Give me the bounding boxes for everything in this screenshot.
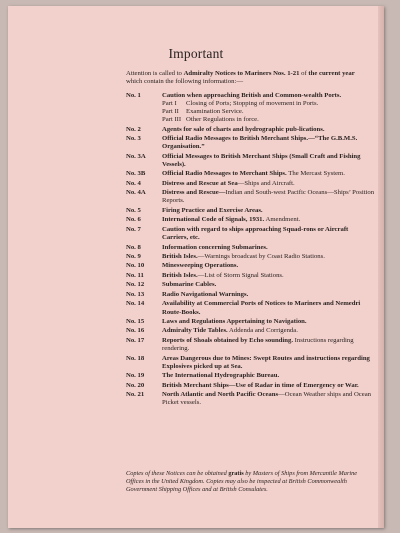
part-label: Part II [162,108,179,116]
notice-number: No. 19 [126,372,145,380]
intro-notice-numbers: Admiralty Notices to Mariners Nos. 1-21 [183,70,300,77]
notice-title: Laws and Regulations Appertaining to Navigation. [162,317,307,325]
part-text: Closing of Ports; Stopping of movement in Ports. [186,100,319,108]
notice-entry [126,126,376,134]
page-edge [378,6,384,528]
intro-paragraph [126,70,372,87]
notice-entry [126,300,376,316]
notice-description [162,244,376,252]
document-page [8,6,384,528]
notice-title: British Merchant Ships—Use of Radar in time of Emergency or War. [162,381,359,389]
notice-part [162,116,376,124]
notice-number: No. 10 [126,262,145,270]
notice-title: Minesweeping Operations. [162,262,239,270]
part-text: Other Regulations in force. [186,116,259,124]
notice-description [162,153,376,169]
notice-title: Radio Navigational Warnings. [162,290,249,298]
notice-number: No. 3A [126,152,146,160]
notice-part [162,100,376,108]
notice-description [162,170,376,178]
footer-text-pre: Copies of these Notices can be obtained [126,470,229,477]
notice-number: No. 8 [126,243,141,251]
notice-description [162,226,376,242]
notice-detail: —List of Storm Signal Stations. [197,271,284,279]
notice-title: British Isles. [162,271,198,279]
notice-entry [126,253,376,261]
notice-title: Official Radio Messages to British Merchant Ships.—“The G.B.M.S. Organisation.” [162,135,358,151]
notice-title: The International Hydrographic Bureau. [162,372,280,380]
notice-description [162,372,376,380]
notice-entry [126,170,376,178]
notice-entry [126,337,376,353]
notice-title: Caution with regard to ships approaching Squad-rons or Aircraft Carriers, etc. [162,225,349,242]
notice-description [162,327,376,335]
notice-description [162,300,376,316]
notice-title: Firing Practice and Exercise Areas. [162,206,263,214]
notice-part [162,108,376,116]
notice-entry [126,355,376,371]
notice-title: Admiralty Tide Tables. [162,327,228,335]
notice-description [162,207,376,215]
notice-description [162,355,376,371]
notice-entry [126,372,376,380]
notice-number: No. 6 [126,216,141,224]
intro-text-pre: Attention is called to [126,70,184,77]
notice-title: Agents for sale of charts and hydrographic pub-lications. [162,125,325,133]
notice-detail: —Warnings broadcast by Coast Radio Stations. [197,252,325,260]
notice-description [162,180,376,188]
part-label: Part I [162,100,177,108]
notice-entry [126,391,376,407]
notice-number: No. 3 [126,135,141,143]
notice-number: No. 12 [126,281,145,289]
notice-entry [126,207,376,215]
notice-number: No. 1 [126,92,141,99]
notice-detail: Amendment. [264,216,301,224]
notice-description [162,391,376,407]
notice-detail: Indian and South-west Pacific Oceans—Ships’ Position Reports. [162,189,375,205]
notice-number: No. 2 [126,125,141,133]
notice-entry [126,244,376,252]
notice-detail: Addenda and Corrigenda. [227,327,298,335]
footer-text-post: by Masters of Ships from Mercantile Marine Offices in the United Kingdom. Copies may also be inspected at British Commonwealth Government Shipping Offices and at British Consulates. [126,470,358,493]
notice-number: No. 4A [126,189,146,197]
notice-title: North Atlantic and North Pacific Oceans [162,391,279,399]
notice-title: Official Messages to British Merchant Ships (Small Craft and Fishing Vessels). [162,152,361,168]
notice-entry [126,189,376,205]
notice-number: No. 17 [126,336,145,344]
notice-entry [126,153,376,169]
intro-text-mid: of [299,70,309,77]
notice-entry [126,382,376,390]
notice-description [162,135,376,151]
notice-detail: The Mercast System. [286,170,345,178]
notice-description [162,189,376,205]
notice-description [162,126,376,134]
notice-entry [126,262,376,270]
notice-list [126,92,376,409]
notice-detail: —Ships and Aircraft. [237,179,295,187]
notice-description [162,92,376,124]
notice-number: No. 16 [126,327,145,335]
notice-entry [126,281,376,289]
notice-title: Official Radio Messages to Merchant Ships. [162,170,287,178]
notice-title: Submarine Cables. [162,281,217,289]
notice-number: No. 21 [126,391,145,399]
notice-detail: Instructions regarding rendering. [162,336,354,353]
notice-description [162,382,376,390]
footer-note [126,470,372,493]
notice-description [162,281,376,289]
notice-number: No. 9 [126,252,141,260]
notice-detail: —Ocean Weather ships and Ocean Picket vessels. [162,391,372,407]
notice-entry [126,135,376,151]
notice-title: Distress and Rescue at Sea [162,179,238,187]
notice-number: No. 3B [126,170,146,178]
notice-description [162,262,376,270]
notice-title: International Code of Signals, 1931. [162,216,265,224]
notice-entry [126,291,376,299]
notice-entry [126,327,376,335]
notice-number: No. 7 [126,225,141,233]
notice-title: British Isles. [162,252,198,260]
notice-entry [126,226,376,242]
notice-title: Reports of Shoals obtained by Echo sounding. [162,336,293,344]
part-label: Part III [162,116,182,124]
notice-number: No. 15 [126,317,145,325]
notice-number: No. 13 [126,290,145,298]
notice-entry [126,318,376,326]
notice-number: No. 11 [126,271,144,279]
notice-description [162,318,376,326]
page-title: Important [168,46,224,61]
notice-title: Distress and Rescue— [162,189,226,197]
notice-entry [126,216,376,224]
notice-title: Caution when approaching British and Common-wealth Ports. [162,92,342,99]
notice-title: Areas Dangerous due to Mines: Swept Routes and instructions regarding Explosives picked up at Sea. [162,354,370,370]
intro-current-year: the current year [308,70,355,77]
intro-text-post: which contain the following information:— [126,78,244,86]
notice-number: No. 20 [126,381,145,389]
part-text: Examination Service. [186,108,244,116]
notice-description [162,272,376,280]
notice-number: No. 5 [126,206,141,214]
notice-number: No. 18 [126,354,145,362]
notice-entry [126,180,376,188]
notice-title: Information concerning Submarines. [162,243,268,251]
notice-entry [126,272,376,280]
notice-description [162,253,376,261]
notice-number: No. 14 [126,300,145,308]
notice-entry [126,92,376,124]
notice-title: Availability at Commercial Ports of Notices to Mariners and Nemedri Route-Books. [162,300,361,316]
footer-gratis: gratis [228,470,244,477]
notice-description [162,337,376,353]
notice-number: No. 4 [126,179,141,187]
notice-description [162,291,376,299]
notice-description [162,216,376,224]
